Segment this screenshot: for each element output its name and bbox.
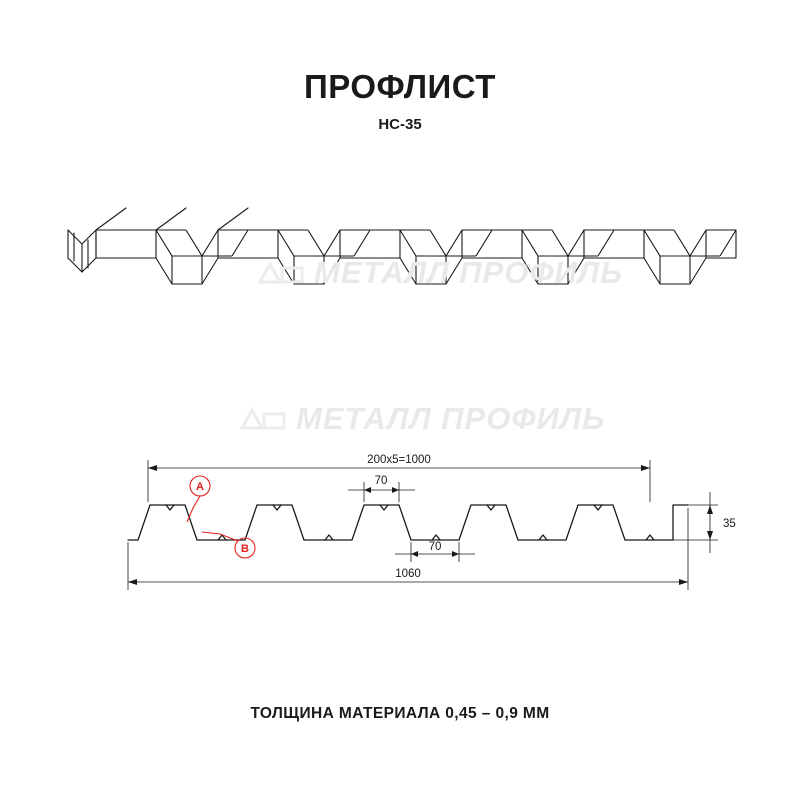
dimension-rib-bottom: 70 xyxy=(428,541,442,553)
isometric-profile-drawing xyxy=(60,200,750,350)
callout-b-label: B xyxy=(241,543,249,555)
watermark-text: МЕТАЛЛ ПРОФИЛЬ xyxy=(314,254,624,290)
callout-a xyxy=(187,476,210,522)
dimension-overall-width: 1060 xyxy=(395,568,421,580)
dimension-pitch-total: 200х5=1000 xyxy=(367,454,431,466)
callout-a-label: A xyxy=(196,481,204,493)
dimension-height: 35 xyxy=(723,518,736,530)
cross-section-drawing xyxy=(90,430,736,610)
watermark-text: МЕТАЛЛ ПРОФИЛЬ xyxy=(296,400,606,436)
dimension-rib-top: 70 xyxy=(374,475,388,487)
page-title: ПРОФЛИСТ xyxy=(304,68,496,105)
model-label: НС-35 xyxy=(378,116,422,133)
material-thickness-note: ТОЛЩИНА МАТЕРИАЛА 0,45 – 0,9 ММ xyxy=(250,705,550,722)
